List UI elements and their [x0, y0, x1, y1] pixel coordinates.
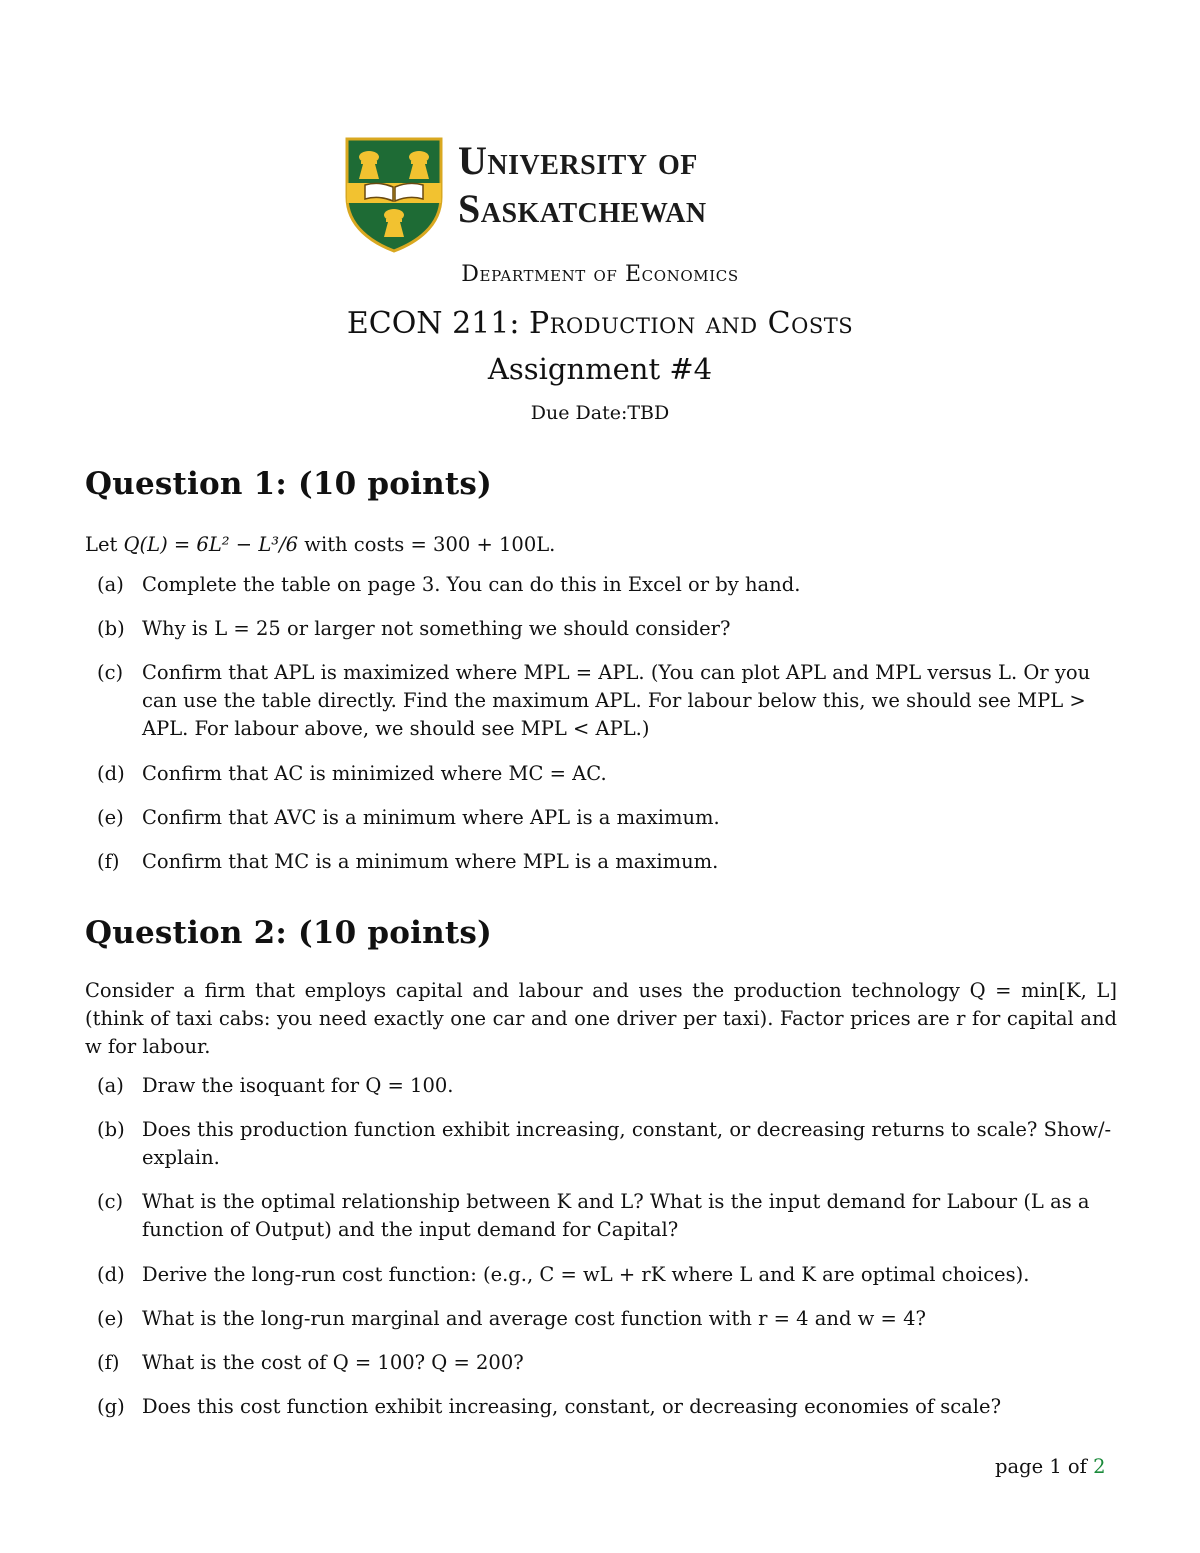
- item-label: (a): [97, 573, 124, 596]
- question-1-intro: [85, 531, 1117, 559]
- item-text: Confirm that MC is a minimum where MPL is a maximum.: [142, 850, 719, 873]
- q1-intro-prefix: Let: [85, 533, 118, 556]
- assignment-title: Assignment #4: [487, 352, 713, 386]
- department-title: Department of Economics: [461, 262, 739, 287]
- item-text: Complete the table on page 3. You can do this in Excel or by hand.: [142, 573, 801, 596]
- item-label: (f): [97, 850, 120, 873]
- item-text: What is the optimal relationship between K and L? What is the input demand for Labour (L as a function of Output) and the input demand for Capital?: [142, 1190, 1090, 1241]
- item-label: (d): [97, 762, 125, 785]
- item-text: Confirm that AC is minimized where MC = AC.: [142, 762, 607, 785]
- question-2-heading: Question 2: (10 points): [85, 915, 492, 951]
- total-pages-link[interactable]: 2: [1093, 1455, 1106, 1478]
- item-text: Derive the long-run cost function: (e.g., C = wL + rK where L and K are optimal choices).: [142, 1263, 1030, 1286]
- item-label: (g): [97, 1395, 125, 1418]
- q1-intro-suffix: with costs = 300 + 100L.: [304, 533, 556, 556]
- due-date: Due Date:TBD: [530, 402, 670, 424]
- item-text: What is the long-run marginal and average cost function with r = 4 and w = 4?: [142, 1307, 926, 1330]
- question-1-heading: Question 1: (10 points): [85, 466, 492, 502]
- q1-production-formula: Q(L) = 6L² − L³/6: [123, 533, 299, 556]
- item-label: (c): [97, 661, 124, 684]
- course-name: Production and Costs: [529, 306, 854, 341]
- item-label: (e): [97, 806, 124, 829]
- course-code: ECON 211:: [346, 306, 520, 341]
- university-logo: [345, 135, 855, 255]
- item-text: Does this cost function exhibit increasing, constant, or decreasing economies of scale?: [142, 1395, 1002, 1418]
- page-number-prefix: page 1 of: [995, 1455, 1087, 1478]
- university-name-line1: University of: [458, 138, 698, 183]
- item-label: (f): [97, 1351, 120, 1374]
- page-number: [995, 1455, 1106, 1478]
- item-label: (c): [97, 1190, 124, 1213]
- item-text: Draw the isoquant for Q = 100.: [142, 1074, 454, 1097]
- item-label: (b): [97, 617, 125, 640]
- item-text: Confirm that AVC is a minimum where APL is a maximum.: [142, 806, 720, 829]
- university-name: [458, 137, 858, 233]
- item-label: (b): [97, 1118, 125, 1141]
- course-title: [0, 306, 1200, 341]
- item-text: Why is L = 25 or larger not something we should consider?: [142, 617, 731, 640]
- item-label: (a): [97, 1074, 124, 1097]
- item-label: (d): [97, 1263, 125, 1286]
- university-name-line2: Saskatchewan: [458, 186, 707, 231]
- item-text: Confirm that APL is maximized where MPL = APL. (You can plot APL and MPL versus L. Or you can use the table directly. Find the maximum APL. For labour below this, we should see MPL > APL. For labour above, we should see MPL < APL.): [142, 661, 1091, 740]
- question-2-intro: Consider a firm that employs capital and labour and uses the production technology Q = min[K, L] (think of taxi cabs: you need exactly one car and one driver per taxi). Factor prices are r for capital and w for labour.: [85, 979, 1117, 1058]
- item-text: What is the cost of Q = 100? Q = 200?: [142, 1351, 524, 1374]
- university-shield-icon: [345, 135, 443, 253]
- item-text: Does this production function exhibit increasing, constant, or decreasing returns to scale? Show/-explain.: [142, 1118, 1112, 1169]
- item-label: (e): [97, 1307, 124, 1330]
